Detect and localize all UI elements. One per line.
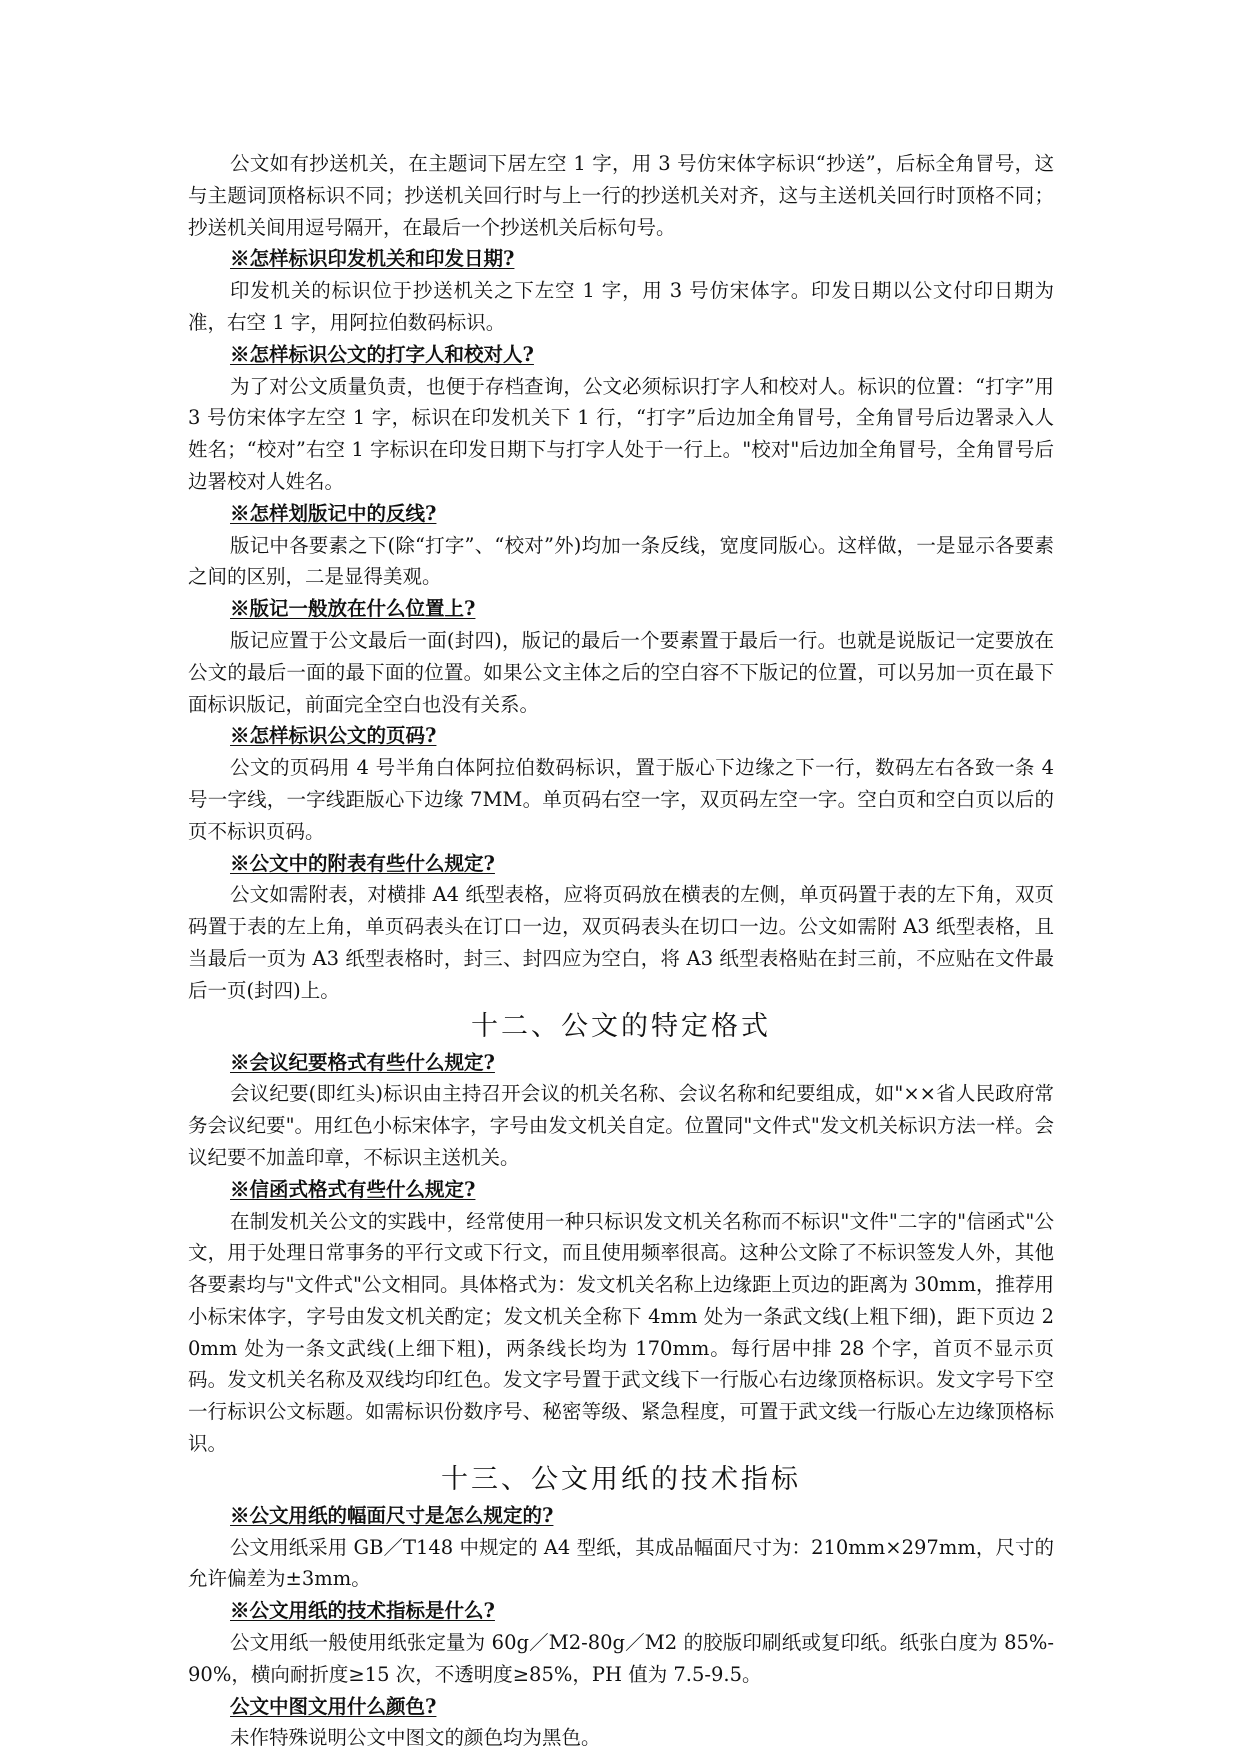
paragraph-cc-organs: 公文如有抄送机关，在主题词下居左空 1 字，用 3 号仿宋体字标识“抄送”，后标全角冒号，这与主题词顶格标识不同；抄送机关回行时与上一行的抄送机关对齐，这与主送机关回行时顶格不同；抄送机关间用逗号隔开，在最后一个抄送机关后标句号。 bbox=[188, 152, 1054, 239]
paragraph-letter-format: 在制发机关公文的实践中，经常使用一种只标识发文机关名称而不标识"文件"二字的"信函式"公文，用于处理日常事务的平行文或下行文，而且使用频率很高。这种公文除了不标识签发人外，其他各要素均与"文件式"公文相同。具体格式为：发文机关名称上边缘距上页边的距离为 30mm，推荐用小标宋体字，字号由发文机关酌定；发文机关全称下 4mm 处为一条武文线(上粗下细)，距下页边 20mm 处为一条文武线(上细下粗)，两条线长均为 170mm。每行居中排 28 个字，首页不显示页码。发文机关名称及双线均印红色。发文字号置于武文线下一行版心右边缘顶格标识。发文字号下空一行标识公文标题。如需标识份数序号、秘密等级、紧急程度，可置于武文线一行版心左边缘顶格标识。 bbox=[188, 1209, 1054, 1456]
paragraph-typist-proofreader: 为了对公文质量负责，也便于存档查询，公文必须标识打字人和校对人。标识的位置：“打字”用 3 号仿宋体字左空 1 字，标识在印发机关下 1 行，“打字”后边加全角冒号，全角冒号后边署录入人姓名；“校对”右空 1 字标识在印发日期下与打字人处于一行上。"校对"后边加全角冒号，全角冒号后边署校对人姓名。 bbox=[188, 374, 1054, 493]
question-colophon-position: ※版记一般放在什么位置上? bbox=[230, 597, 476, 621]
question-typist-proofreader: ※怎样标识公文的打字人和校对人? bbox=[230, 342, 534, 366]
question-meeting-minutes: ※会议纪要格式有些什么规定? bbox=[230, 1050, 495, 1074]
paragraph-issuing-organ: 印发机关的标识位于抄送机关之下左空 1 字，用 3 号仿宋体字。印发日期以公文付印日期为准，右空 1 字，用阿拉伯数码标识。 bbox=[188, 279, 1054, 334]
question-letter-format: ※信函式格式有些什么规定? bbox=[230, 1177, 476, 1201]
paragraph-page-numbers: 公文的页码用 4 号半角白体阿拉伯数码标识，置于版心下边缘之下一行，数码左右各致一条 4 号一字线，一字线距版心下边缘 7MM。单页码右空一字，双页码左空一字。空白页和空白页以后的页不标识页码。 bbox=[188, 756, 1054, 843]
question-attached-tables: ※公文中的附表有些什么规定? bbox=[230, 851, 495, 875]
paragraph-attached-tables: 公文如需附表，对横排 A4 纸型表格，应将页码放在横表的左侧，单页码置于表的左下角，双页码置于表的左上角，单页码表头在订口一边，双页码表头在切口一边。公文如需附 A3 纸型表格，且当最后一页为 A3 纸型表格时，封三、封四应为空白，将 A3 纸型表格贴在封三前，不应贴在文件最后一页(封四)上。 bbox=[188, 883, 1054, 1002]
question-reverse-lines: ※怎样划版记中的反线? bbox=[230, 501, 437, 525]
question-text-color: 公文中图文用什么颜色? bbox=[230, 1694, 437, 1718]
section-title-12: 十二、公文的特定格式 bbox=[471, 1010, 771, 1042]
paragraph-meeting-minutes: 会议纪要(即红头)标识由主持召开会议的机关名称、会议名称和纪要组成，如"××省人民政府常务会议纪要"。用红色小标宋体字，字号由发文机关自定。位置同"文件式"发文机关标识方法一样。会议纪要不加盖印章，不标识主送机关。 bbox=[188, 1082, 1054, 1169]
paragraph-colophon-position: 版记应置于公文最后一面(封四)，版记的最后一个要素置于最后一行。也就是说版记一定要放在公文的最后一面的最下面的位置。如果公文主体之后的空白容不下版记的位置，可以另加一页在最下面标识版记，前面完全空白也没有关系。 bbox=[188, 628, 1054, 716]
question-issuing-organ-date: ※怎样标识印发机关和印发日期? bbox=[230, 247, 515, 271]
paragraph-paper-specs: 公文用纸一般使用纸张定量为 60g／M2-80g／M2 的胶版印刷纸或复印纸。纸张白度为 85%-90%，横向耐折度≥15 次，不透明度≥85%，PH 值为 7.5-9.5。 bbox=[188, 1631, 1054, 1686]
paragraph-paper-size: 公文用纸采用 GB／T148 中规定的 A4 型纸，其成品幅面尺寸为：210mm×297mm，尺寸的允许偏差为±3mm。 bbox=[188, 1535, 1054, 1591]
paragraph-text-color: 未作特殊说明公文中图文的颜色均为黑色。 bbox=[230, 1726, 601, 1750]
section-title-13: 十三、公文用纸的技术指标 bbox=[441, 1463, 801, 1495]
question-page-numbers: ※怎样标识公文的页码? bbox=[230, 724, 437, 748]
document-page bbox=[188, 148, 1054, 1754]
question-paper-size: ※公文用纸的幅面尺寸是怎么规定的? bbox=[230, 1503, 554, 1527]
paragraph-reverse-lines: 版记中各要素之下(除“打字”、“校对”外)均加一条反线，宽度同版心。这样做，一是显示各要素之间的区别，二是显得美观。 bbox=[188, 533, 1054, 589]
question-paper-specs: ※公文用纸的技术指标是什么? bbox=[230, 1599, 495, 1623]
